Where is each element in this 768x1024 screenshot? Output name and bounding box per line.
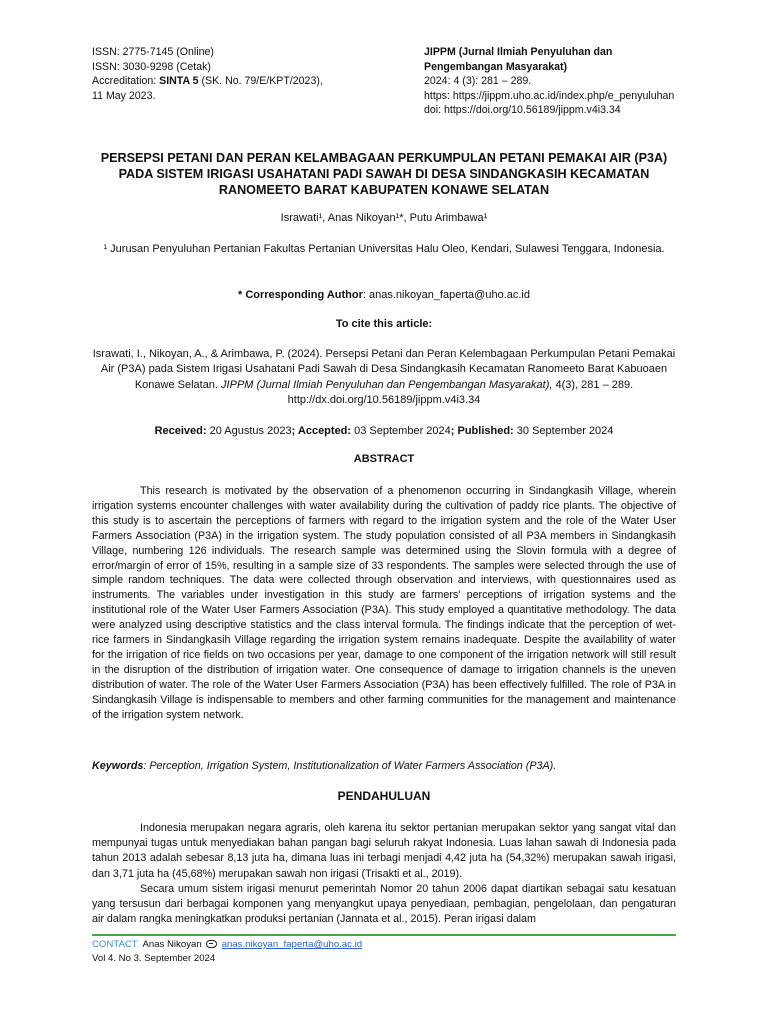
keywords: Keywords: Perception, Irrigation System, Institutionalization of Water Farmers Association (P3A).	[92, 760, 557, 772]
affiliation: ¹ Jurusan Penyuluhan Pertanian Fakultas Pertanian Universitas Halu Oleo, Kendari, Sulawesi Tenggara, Indonesia.	[103, 243, 665, 255]
section-heading-pendahuluan: PENDAHULUAN	[337, 789, 431, 803]
paper-title: PERSEPSI PETANI DAN PERAN KELAMBAGAAN PERKUMPULAN PETANI PEMAKAI AIR (P3A) PADA SISTEM IRIGASI USAHATANI PADI SAWAH DI DESA SINDANGKASIH KECAMATAN RANOMEETO BARAT KABUPATEN KONAWE SELATAN	[100, 151, 668, 197]
header-issn-block	[92, 45, 392, 103]
footer-contact	[92, 938, 676, 952]
header-journal-block	[424, 45, 694, 118]
volume-pages: 2024: 4 (3): 281 – 289.	[424, 75, 532, 88]
footer-volume: Vol 4. No 3. September 2024	[92, 953, 216, 964]
citation-journal: JIPPM (Jurnal Ilmiah Penyuluhan dan Pengembangan Masyarakat),	[221, 378, 553, 391]
intro-paragraph-1: Indonesia merupakan negara agraris, oleh karena itu sektor pertanian merupakan sektor yang sangat vital dan mempunyai tugas untuk menyediakan bahan pangan bagi seluruh rakyat Indonesia. Luas lahan sawah di Indonesia pada tahun 2013 adalah sebesar 8,13 juta ha, dimana luas ini terbagi menjadi 4,42 juta ha (54,32%) merupakan sawah irigasi, dan 3,71 juta ha (45,68%) merupakan sawah non irigasi (Trisakti et al., 2019).	[92, 822, 676, 880]
article-dates: Received: 20 Agustus 2023; Accepted: 03 September 2024; Published: 30 September 2024	[154, 425, 614, 437]
accreditation-date: 11 May 2023.	[92, 89, 156, 102]
contact-label: CONTACT	[92, 939, 138, 950]
contact-name: Anas Nikoyan	[142, 939, 202, 950]
citation: Israwati, I., Nikoyan, A., & Arimbawa, P. (2024). Persepsi Petani dan Peran Kelembagaan Perkumpulan Petani Pemakai Air (P3A) pada Sistem Irigasi Usahatani Padi Sawah di Desa Sindangkasih Kecamatan Ranomeeto Barat Kabuoaen Konawe Selatan. JIPPM (Jurnal Ilmiah Penyuluhan dan Pengembangan Masyarakat), 4(3), 281 – 289. http://dx.doi.org/10.56189/jippm.v4i3.34	[92, 348, 676, 407]
accreditation: Accreditation: SINTA 5 (SK. No. 79/E/KPT/2023),	[92, 75, 323, 88]
introduction-body	[92, 821, 676, 927]
journal-name-line2: Pengembangan Masyarakat)	[424, 60, 568, 73]
footer-rule	[92, 934, 676, 936]
page-footer	[92, 938, 676, 966]
abstract-heading: ABSTRACT	[353, 453, 415, 465]
mail-icon	[206, 940, 217, 948]
intro-paragraph-2: Secara umum sistem irigasi menurut pemerintah Nomor 20 tahun 2006 dapat diartikan sebagai satu kesatuan yang tersusun dari berbagai komponen yang menyangkut upaya penyediaan, pembagian, pengelolaan, dan pengaturan air dalam rangka meningkatkan produksi pertanian (Jannata et al., 2015). Peran irigasi dalam	[92, 882, 676, 926]
contact-email-link[interactable]: anas.nikoyan_faperta@uho.ac.id	[221, 939, 363, 950]
issn-online: ISSN: 2775-7145 (Online)	[92, 46, 214, 58]
journal-url[interactable]: https: https://jippm.uho.ac.id/index.php/e_penyuluhan	[424, 89, 675, 102]
author-list: Israwati¹, Anas Nikoyan¹*, Putu Arimbawa¹	[280, 212, 488, 224]
corresponding-author: * Corresponding Author: anas.nikoyan_faperta@uho.ac.id	[238, 289, 530, 301]
cite-heading: To cite this article:	[335, 318, 433, 330]
journal-name-line1: JIPPM (Jurnal Ilmiah Penyuluhan dan	[424, 46, 613, 58]
journal-doi[interactable]: doi: https://doi.org/10.56189/jippm.v4i3.34	[424, 104, 621, 117]
issn-print: ISSN: 3030-9298 (Cetak)	[92, 60, 211, 73]
abstract-text: This research is motivated by the observation of a phenomenon occurring in Sindangkasih Village, wherein irrigation systems encounter challenges with water availability during the cultivation of paddy rice plants. The objective of this study is to ascertain the perceptions of farmers with regard to the irrigation system and the role of the Water User Farmers Association (P3A) in the irrigation system. The study population consisted of all P3A members in Sindangkasih Village, numbering 126 individuals. The research sample was determined using the Slovin formula with a degree of error/margin of error of 15%, resulting in a sample size of 33 respondents. The samples were selected through the use of simple random techniques. The data were collected through observation and interviews, with questionnaires used as instruments. The variables under investigation in this study are farmers' perceptions of irrigation systems and the institutional role of the Water User Farmers Association (P3A). This study employed a quantitative methodology. The data were analyzed using descriptive statistics and the class interval formula. The findings indicate that the perception of wet-rice farmers in Sindangkasih Village regarding the irrigation system remains inadequate. Despite the availability of water for the irrigation of rice fields on two occasions per year, damage to one component of the irrigation network will still result in the disruption of the distribution of irrigation water. One consequence of damage to irrigation channels is the uneven distribution of water. The role of the Water User Farmers Association (P3A) has been effectively fulfilled. The role of P3A in Sindangkasih Village is indispensable to members and other farming communities for the management and maintenance of the irrigation system network.	[92, 485, 676, 721]
sinta-label: SINTA 5	[159, 75, 199, 88]
